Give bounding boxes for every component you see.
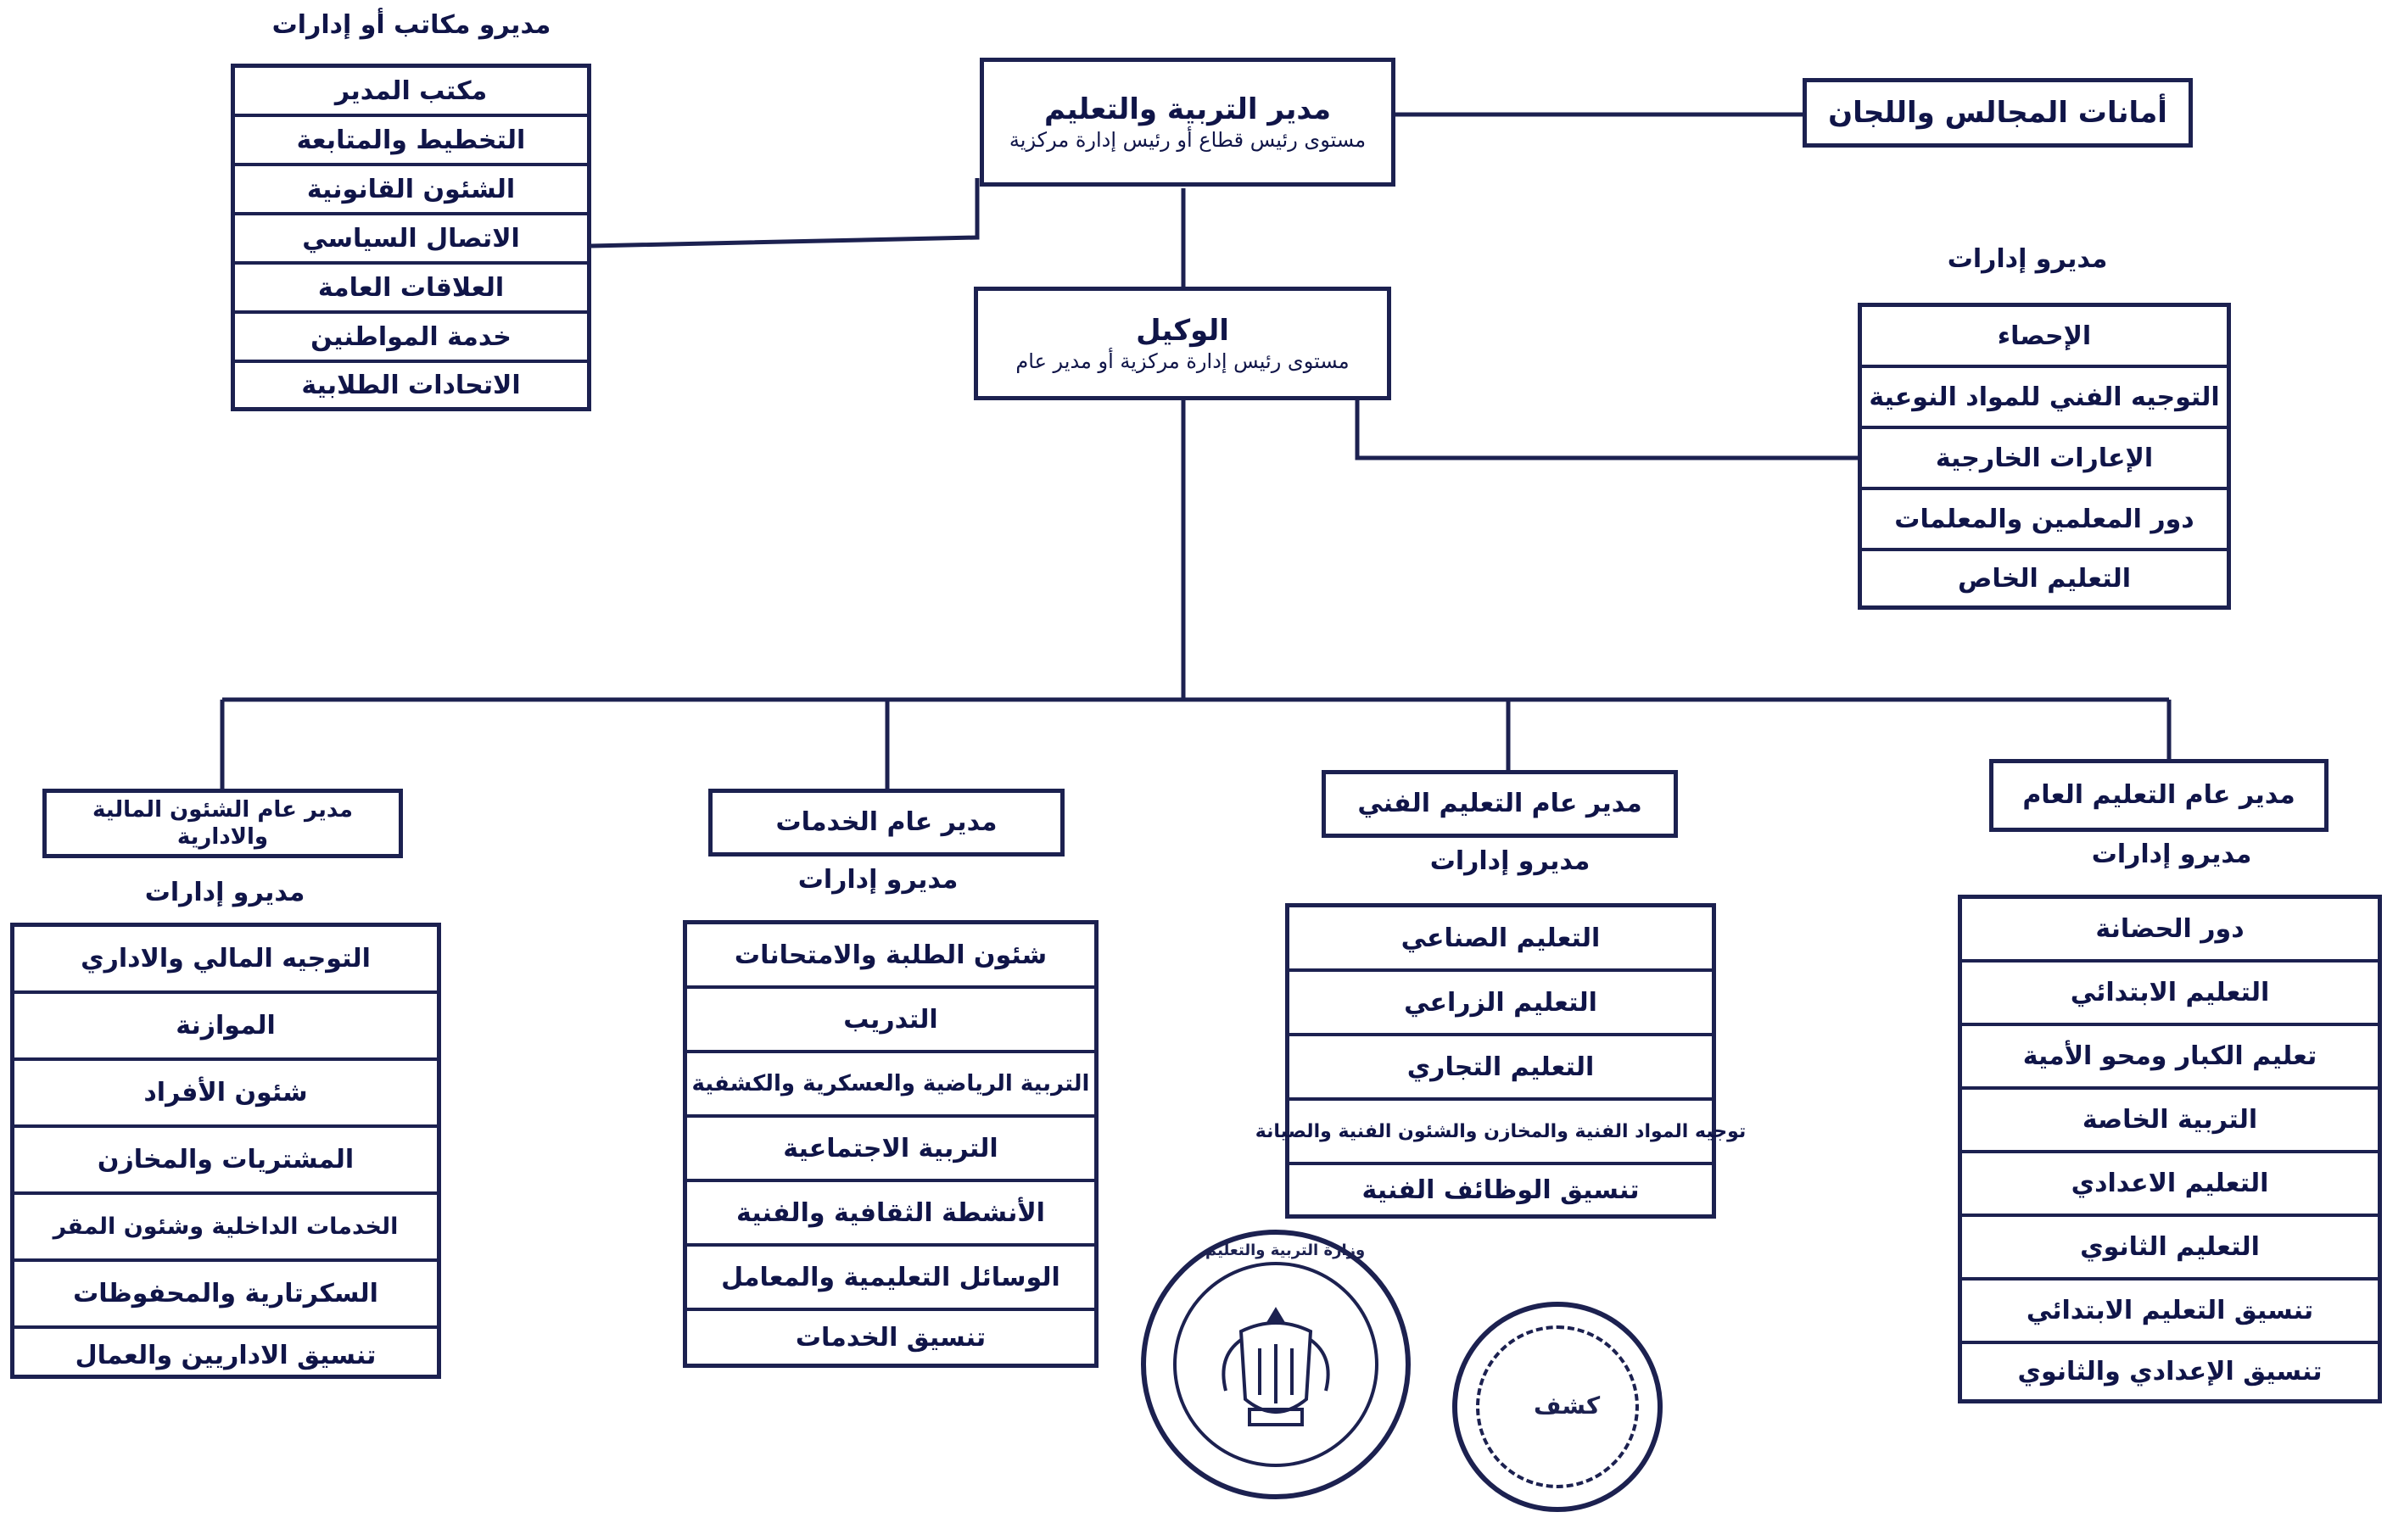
director-subtitle: مستوى رئيس قطاع أو رئيس إدارة مركزية	[1009, 128, 1367, 153]
list-item: التدريب	[687, 989, 1094, 1053]
division-general-list	[1958, 895, 2382, 1403]
councils-box	[1803, 78, 2193, 148]
list-item: التعليم الخاص	[1958, 563, 2131, 594]
list-item: الأنشطة الثقافية والفنية	[687, 1182, 1094, 1247]
division-title: مدير عام التعليم الفني	[1357, 789, 1642, 819]
list-item: التعليم الصناعي	[1289, 907, 1712, 972]
list-item: الإعارات الخارجية	[1862, 429, 2227, 490]
list-item: تعليم الكبار ومحو الأمية	[1962, 1026, 2378, 1090]
deputy-subtitle: مستوى رئيس إدارة مركزية أو مدير عام	[1015, 349, 1350, 374]
list-item: توجيه المواد الفنية والمخازن والشئون الفنية والصيانة	[1289, 1101, 1712, 1165]
list-item: شئون الأفراد	[14, 1061, 437, 1128]
list-item: التعليم التجاري	[1289, 1036, 1712, 1101]
list-item: التربية الاجتماعية	[687, 1118, 1094, 1182]
seal-left-text: وزارة التربية والتعليم	[1205, 1241, 1366, 1259]
ministry-seal	[1141, 1230, 1411, 1499]
list-item: الموازنة	[14, 994, 437, 1061]
division-finance-list	[10, 923, 441, 1379]
deputy-title: الوكيل	[1136, 313, 1229, 348]
list-item: تنسيق الاداريين والعمال	[75, 1340, 377, 1370]
list-item: التعليم الزراعي	[1289, 972, 1712, 1036]
list-item: شئون الطلبة والامتحانات	[687, 924, 1094, 989]
list-item: الإحصاء	[1862, 307, 2227, 368]
councils-label: أمانات المجالس واللجان	[1828, 95, 2167, 130]
list-item: تنسيق التعليم الابتدائي	[1962, 1281, 2378, 1344]
division-header: مديرو إدارات	[797, 865, 959, 895]
list-item: المشتريات والمخازن	[14, 1128, 437, 1195]
offices-list	[231, 64, 591, 411]
division-title: مدير عام الخدمات	[775, 807, 998, 838]
division-title: مدير عام التعليم العام	[2022, 780, 2295, 811]
list-item: خدمة المواطنين	[235, 314, 587, 363]
list-item: الخدمات الداخلية وشئون المقر	[14, 1195, 437, 1262]
stamp-seal	[1452, 1302, 1663, 1512]
list-item: السكرتارية والمحفوظات	[14, 1262, 437, 1329]
division-header: مديرو إدارات	[144, 878, 305, 907]
list-item: التخطيط والمتابعة	[235, 117, 587, 166]
list-item: الاتصال السياسي	[235, 215, 587, 265]
division-technical-list	[1255, 903, 1747, 1219]
list-item: مكتب المدير	[235, 68, 587, 117]
division-services-box	[708, 789, 1065, 856]
offices-header: مديرو مكاتب أو إدارات	[271, 10, 551, 40]
division-header: مديرو إدارات	[1429, 846, 1591, 876]
list-item: دور المعلمين والمعلمات	[1862, 490, 2227, 551]
director-box	[980, 58, 1395, 187]
list-item: التعليم الاعدادي	[1962, 1153, 2378, 1217]
list-item: التربية الخاصة	[1962, 1090, 2378, 1153]
list-item: الوسائل التعليمية والمعامل	[687, 1247, 1094, 1311]
list-item: التعليم الابتدائي	[1962, 962, 2378, 1026]
division-title: مدير عام الشئون المالية والادارية	[92, 796, 354, 850]
list-item: التربية الرياضية والعسكرية والكشفية	[687, 1053, 1094, 1118]
list-item: التوجيه المالي والاداري	[14, 927, 437, 994]
list-item: التوجيه الفني للمواد النوعية	[1862, 368, 2227, 429]
division-general-box	[1989, 759, 2329, 832]
division-finance-box	[42, 789, 403, 858]
division-header: مديرو إدارات	[2091, 840, 2252, 869]
eagle-emblem-icon	[1141, 1230, 1411, 1499]
list-item: العلاقات العامة	[235, 265, 587, 314]
list-item: الشئون القانونية	[235, 166, 587, 215]
right-depts-list	[1858, 303, 2231, 610]
connector-deputy-rightdepts	[1357, 399, 1858, 458]
list-item: تنسيق الإعدادي والثانوي	[2017, 1357, 2323, 1387]
connector-top-offices	[591, 178, 977, 246]
list-item: التعليم الثانوي	[1962, 1217, 2378, 1281]
director-title: مدير التربية والتعليم	[1043, 92, 1332, 126]
right-depts-header: مديرو إدارات	[1947, 244, 2108, 274]
list-item: تنسيق الوظائف الفنية	[1361, 1175, 1640, 1205]
division-services-list	[683, 920, 1099, 1368]
list-item: دور الحضانة	[1962, 899, 2378, 962]
deputy-box	[974, 287, 1391, 400]
list-item: الاتحادات الطلابية	[301, 370, 521, 400]
division-technical-box	[1322, 770, 1678, 838]
list-item: تنسيق الخدمات	[795, 1322, 987, 1353]
seal-right-text: كشف	[1534, 1392, 1601, 1420]
